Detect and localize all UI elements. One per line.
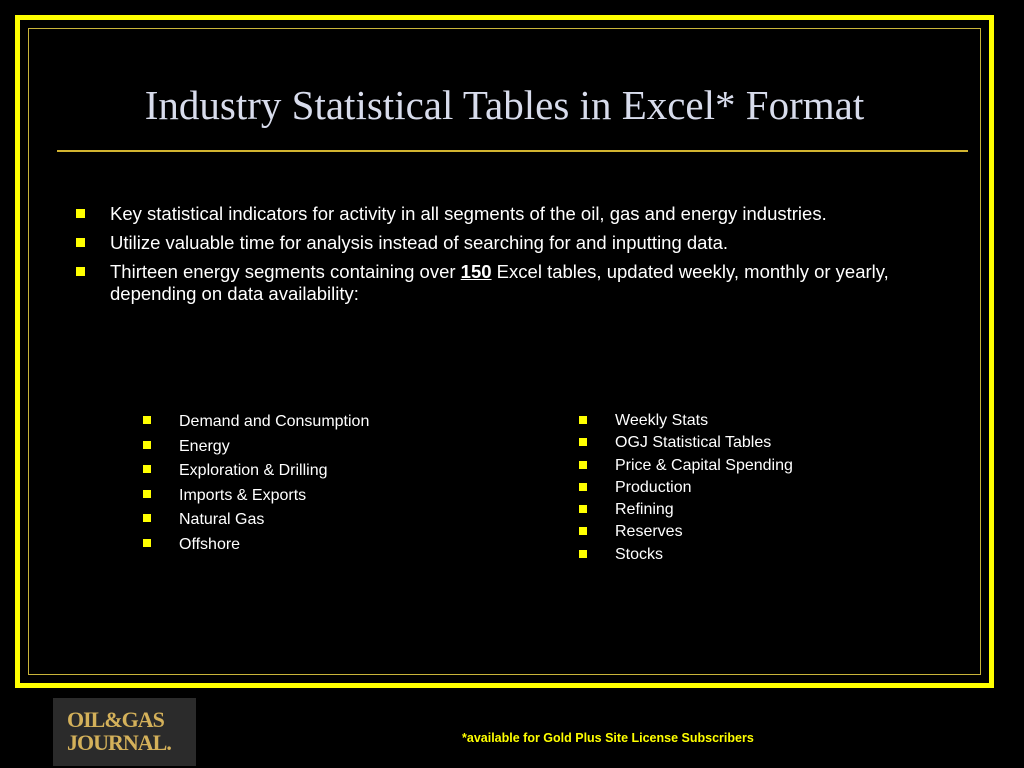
square-bullet-icon (579, 483, 587, 491)
segment-label: Energy (179, 437, 230, 455)
square-bullet-icon (143, 416, 151, 424)
title-divider (57, 150, 968, 152)
segment-item (579, 432, 793, 454)
segment-item (579, 410, 793, 432)
square-bullet-icon (76, 209, 85, 218)
segment-label: Reserves (615, 523, 683, 541)
square-bullet-icon (143, 514, 151, 522)
segments-left-list (143, 410, 369, 557)
slide-inner-border (28, 28, 981, 675)
segment-label: Production (615, 478, 692, 496)
logo-wordmark (67, 708, 171, 754)
key-point-item (73, 203, 943, 225)
square-bullet-icon (579, 438, 587, 446)
square-bullet-icon (143, 539, 151, 547)
table-count-highlight: 150 (460, 261, 492, 282)
key-point-text-end: Excel tables, updated weekly, monthly or yearly, depending on data availability: (110, 261, 889, 304)
square-bullet-icon (579, 461, 587, 469)
square-bullet-icon (579, 550, 587, 558)
key-points-list (73, 203, 943, 312)
segment-label: Exploration & Drilling (179, 462, 328, 479)
segment-label: Imports & Exports (179, 486, 307, 504)
segment-item (143, 508, 369, 533)
oil-and-gas-journal-logo (53, 698, 196, 766)
square-bullet-icon (579, 416, 587, 424)
segment-item (143, 533, 369, 558)
segment-label: Demand and Consumption (179, 413, 370, 430)
key-point-item (73, 232, 943, 254)
segment-item (579, 544, 793, 566)
segment-item (143, 410, 369, 435)
segment-item (579, 477, 793, 499)
segment-item (143, 484, 369, 509)
segment-label: Weekly Stats (615, 412, 709, 429)
key-point-item (73, 261, 943, 305)
square-bullet-icon (579, 527, 587, 535)
segment-item (143, 459, 369, 484)
segment-label: Refining (615, 501, 674, 519)
slide-title: Industry Statistical Tables in Excel* Format (144, 82, 865, 128)
square-bullet-icon (143, 490, 151, 498)
segment-item (579, 499, 793, 521)
segment-item (143, 435, 369, 460)
square-bullet-icon (579, 505, 587, 513)
key-point-text-start: Thirteen energy segments containing over (110, 261, 461, 282)
slide-frame (15, 15, 994, 688)
segment-label: Natural Gas (179, 511, 265, 528)
segment-item (579, 521, 793, 543)
segment-label: Stocks (615, 545, 664, 563)
subscription-footnote: *available for Gold Plus Site License Subscribers (462, 731, 754, 745)
square-bullet-icon (76, 238, 85, 247)
square-bullet-icon (76, 267, 85, 276)
segment-label: Price & Capital Spending (615, 456, 793, 474)
square-bullet-icon (143, 441, 151, 449)
segments-right-list (579, 410, 793, 566)
square-bullet-icon (143, 465, 151, 473)
segment-label: OGJ Statistical Tables (615, 434, 772, 452)
segment-item (579, 455, 793, 477)
key-point-text: Key statistical indicators for activity in all segments of the oil, gas and energy industries. (110, 203, 827, 224)
logo-line-1: OIL&GAS (67, 707, 164, 732)
segment-label: Offshore (179, 535, 241, 553)
logo-line-2: JOURNAL. (67, 730, 171, 755)
key-point-text: Utilize valuable time for analysis instead of searching for and inputting data. (110, 232, 729, 253)
